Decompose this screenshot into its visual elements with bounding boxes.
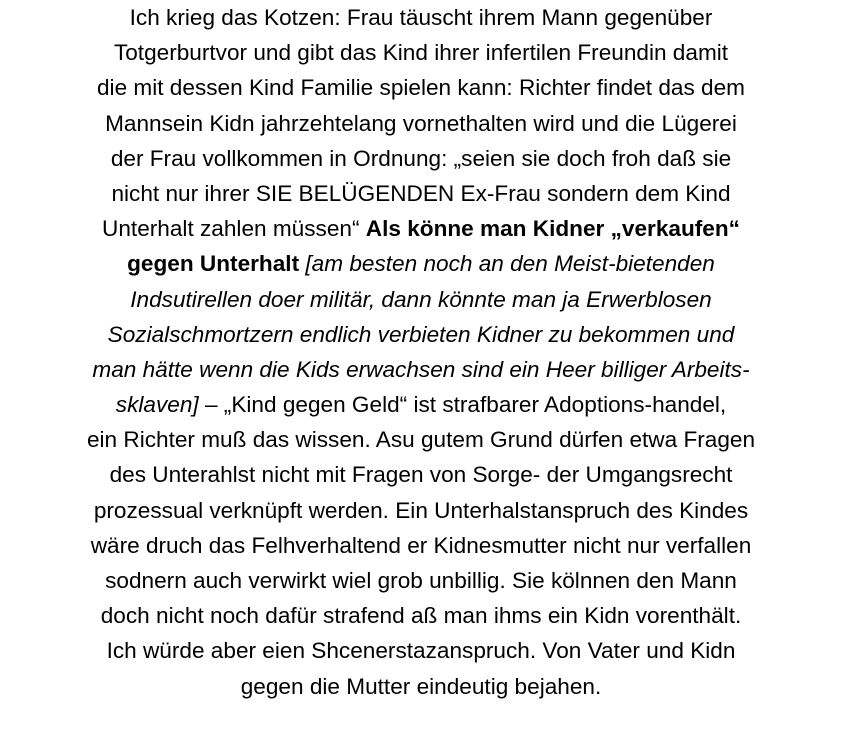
- text-segment: Unterhalt zahlen müssen“: [102, 216, 366, 242]
- text-segment: der Frau vollkommen in Ordnung: „seien sie doch froh daß sie: [110, 145, 732, 171]
- italic-text-segment: Indsutirellen doer militär, dann könnte man ja Erwerblosen: [130, 286, 712, 312]
- text-line: [4, 352, 838, 387]
- text-segment: nicht nur ihrer SIE BELÜGENDEN Ex-Frau sondern dem Kind: [111, 180, 731, 206]
- text-line: [4, 633, 838, 668]
- text-line: [4, 493, 838, 528]
- text-line: [4, 106, 838, 141]
- text-line: [4, 457, 838, 492]
- bold-text-segment: gegen Unterhalt: [127, 251, 300, 277]
- text-line: [4, 0, 838, 35]
- text-block: [4, 0, 838, 704]
- text-line: [4, 35, 838, 70]
- text-line: [4, 387, 838, 422]
- text-line: [4, 563, 838, 598]
- text-segment: prozessual verknüpft werden. Ein Unterhalstanspruch des Kindes: [93, 497, 749, 523]
- text-segment: wäre druch das Felhverhaltend er Kidnesmutter nicht nur verfallen: [90, 532, 752, 558]
- text-segment: gegen die Mutter eindeutig bejahen.: [240, 673, 602, 699]
- text-segment: des Unterahlst nicht mit Fragen von Sorge- der Umgangsrecht: [109, 462, 733, 488]
- italic-text-segment: man hätte wenn die Kids erwachsen sind ein Heer billiger Arbeits-: [92, 356, 750, 382]
- text-segment: ein Richter muß das wissen. Asu gutem Grund dürfen etwa Fragen: [86, 427, 756, 453]
- italic-text-segment: sklaven]: [115, 392, 199, 418]
- text-line: [4, 669, 838, 704]
- text-segment: Ich krieg das Kotzen: Frau täuscht ihrem Mann gegenüber: [129, 5, 713, 30]
- text-segment: sodnern auch verwirkt wiel grob unbillig. Sie kölnnen den Mann: [105, 568, 737, 593]
- text-line: [4, 422, 838, 457]
- italic-text-segment: [am besten noch an den Meist-bietenden: [299, 251, 715, 277]
- text-line: [4, 141, 838, 176]
- text-segment: Totgerburtvor und gibt das Kind ihrer infertilen Freundin damit: [113, 40, 729, 66]
- text-line: [4, 176, 838, 211]
- text-line: [4, 211, 838, 246]
- text-line: [4, 282, 838, 317]
- text-segment: Mannsein Kidn jahrzehtelang vornethalten wird und die Lügerei: [105, 110, 737, 136]
- text-segment: doch nicht noch dafür strafend aß man ihms ein Kidn vorenthält.: [100, 603, 742, 629]
- text-line: [4, 246, 838, 281]
- text-line: [4, 70, 838, 105]
- text-segment: – „Kind gegen Geld“ ist strafbarer Adoptions-handel,: [198, 392, 727, 418]
- text-line: [4, 528, 838, 563]
- text-line: [4, 317, 838, 352]
- italic-text-segment: Sozialschmortzern endlich verbieten Kidner zu bekommen und: [107, 321, 735, 347]
- text-line: [4, 598, 838, 633]
- text-segment: die mit dessen Kind Familie spielen kann: Richter findet das dem: [96, 75, 745, 101]
- bold-text-segment: Als könne man Kidner „verkaufen“: [365, 216, 740, 242]
- text-segment: Ich würde aber eien Shcenerstazanspruch. Von Vater und Kidn: [106, 638, 736, 664]
